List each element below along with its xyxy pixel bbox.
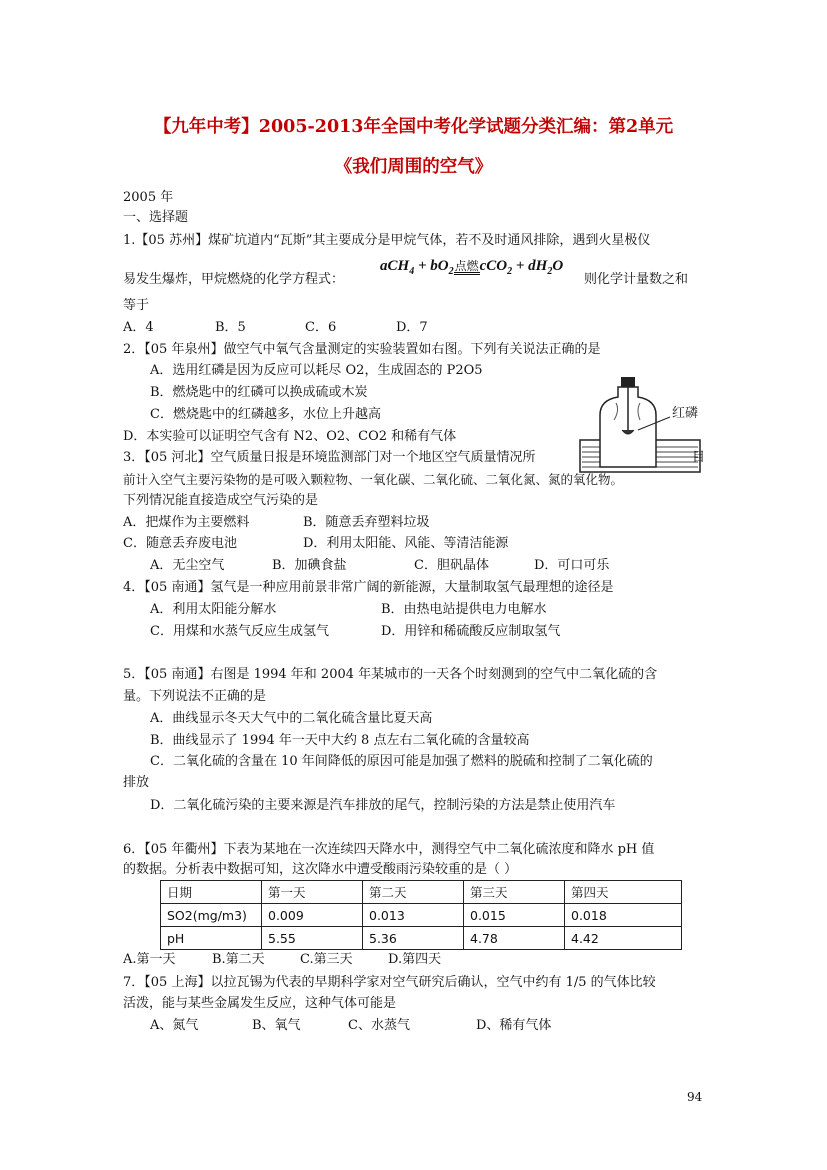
q5-option-c-cont: 排放 — [123, 775, 150, 790]
table-row — [161, 904, 682, 927]
q2-option-a: A．选用红磷是因为反应可以耗尽 O2，生成固态的 P2O5 — [150, 363, 483, 378]
q3-option-a: A．把煤作为主要燃料 — [123, 515, 250, 530]
table-cell: SO2(mg/m3) — [161, 904, 262, 927]
apparatus-figure — [570, 375, 710, 475]
q4-option-d: D．用锌和稀硫酸反应制取氢气 — [381, 624, 561, 639]
q5-line2: 量。下列说法不正确的是 — [123, 689, 267, 704]
table-header-row — [161, 881, 682, 904]
table-cell: 5.36 — [363, 927, 464, 950]
q3-line1: 3．【05 河北】空气质量日报是环境监测部门对一个地区空气质量情况所 — [123, 450, 536, 465]
table-cell: 4.42 — [565, 927, 682, 950]
q7-option-d: D、稀有气体 — [476, 1018, 552, 1033]
q5-line1: 5．【05 南通】右图是 1994 年和 2004 年某城市的一天各个时刻测到的空气中二氧化硫的含 — [123, 667, 658, 682]
q3-extra-option-d: D．可口可乐 — [534, 558, 610, 573]
q1-line2-pre: 易发生爆炸，甲烷燃烧的化学方程式： — [123, 272, 345, 287]
q5-option-b: B．曲线显示了 1994 年一天中大约 8 点左右二氧化硫的含量较高 — [150, 733, 530, 748]
eq-condition: 点燃 — [454, 259, 479, 273]
q6-option-a: A.第一天 — [123, 952, 176, 967]
q5-option-a: A．曲线显示冬天大气中的二氧化硫含量比夏天高 — [150, 711, 433, 726]
q2-stem: 2．【05 年泉州】做空气中氧气含量测定的实验装置如右图。下列有关说法正确的是 — [123, 342, 601, 357]
q7-line1: 7．【05 上海】以拉瓦锡为代表的早期科学家对空气研究后确认，空气中约有 1/5 的气体比较 — [123, 975, 656, 990]
q1-option-c: C．6 — [305, 320, 337, 335]
q2-option-b: B．燃烧匙中的红磷可以换成硫或木炭 — [150, 385, 368, 400]
table-header-cell: 第二天 — [363, 881, 464, 904]
table-cell: 0.009 — [262, 904, 363, 927]
q6-option-c: C.第三天 — [300, 952, 353, 967]
q3-option-c: C．随意丢弃废电池 — [123, 536, 237, 551]
table-cell: 5.55 — [262, 927, 363, 950]
eq-part: + bO — [414, 258, 449, 274]
q3-option-b: B．随意丢弃塑料垃圾 — [303, 515, 430, 530]
q3-extra-option-c: C．胆矾晶体 — [414, 558, 489, 573]
eq-part: O — [552, 258, 564, 274]
q1-line3: 等于 — [123, 298, 150, 313]
data-table — [160, 880, 682, 950]
table-cell: 0.018 — [565, 904, 682, 927]
eq-part: aCH — [380, 258, 410, 274]
q1-option-a: A．4 — [123, 320, 154, 335]
eq-part: + dH — [512, 258, 548, 274]
q5-option-d: D．二氧化硫污染的主要来源是汽车排放的尾气，控制污染的方法是禁止使用汽车 — [150, 798, 616, 813]
q3-extra-option-b: B．加碘食盐 — [272, 558, 347, 573]
table-header-cell: 日期 — [161, 881, 262, 904]
q3-line3: 下列情况能直接造成空气污染的是 — [123, 493, 319, 508]
q4-option-a: A．利用太阳能分解水 — [150, 602, 277, 617]
q7-option-b: B、氧气 — [252, 1018, 301, 1033]
q6-option-d: D.第四天 — [388, 952, 442, 967]
page-subtitle: 《我们周围的空气》 — [334, 157, 493, 177]
q7-line2: 活泼，能与某些金属发生反应，这种气体可能是 — [123, 996, 397, 1011]
apparatus-label: 红磷 — [672, 406, 699, 421]
table-header-cell: 第三天 — [464, 881, 565, 904]
page-title: 【九年中考】2005-2013年全国中考化学试题分类汇编：第2单元 — [153, 117, 674, 137]
table-cell: 4.78 — [464, 927, 565, 950]
q3-extra-option-a: A．无尘空气 — [150, 558, 225, 573]
q4-stem: 4．【05 南通】氢气是一种应用前景非常广阔的新能源，大量制取氢气最理想的途径是 — [123, 580, 614, 595]
eq-sub: 2 — [507, 266, 513, 277]
table-header-cell: 第一天 — [262, 881, 363, 904]
eq-sub: 2 — [448, 266, 454, 277]
eq-part: cCO — [479, 258, 508, 274]
q6-line1: 6．【05 年衢州】下表为某地在一次连续四天降水中，测得空气中二氧化硫浓度和降水 pH 值 — [123, 842, 655, 857]
table-cell: 0.013 — [363, 904, 464, 927]
q2-option-c: C．燃烧匙中的红磷越多，水位上升越高 — [150, 407, 381, 422]
q4-option-c: C．用煤和水蒸气反应生成氢气 — [150, 624, 329, 639]
q3-line1-tail: 目 — [692, 450, 706, 465]
q1-option-b: B．5 — [215, 320, 246, 335]
year-heading: 2005 年 — [123, 190, 174, 205]
q3-option-d: D．利用太阳能、风能、等清洁能源 — [303, 536, 509, 551]
table-cell: pH — [161, 927, 262, 950]
page-number: 94 — [687, 1090, 703, 1104]
table-header-cell: 第四天 — [565, 881, 682, 904]
q1-option-d: D．7 — [396, 320, 428, 335]
q1-line2-post: 则化学计量数之和 — [584, 272, 689, 287]
q6-option-b: B.第二天 — [212, 952, 265, 967]
q1-line1: 1.【05 苏州】煤矿坑道内“瓦斯”其主要成分是甲烷气体，若不及时通风排除，遇到火星极仪 — [123, 233, 651, 248]
q3-line2: 前计入空气主要污染物的是可吸入颗粒物、一氧化碳、二氧化硫、二氧化氮、氮的氧化物。 — [123, 472, 624, 487]
q6-line2: 的数据。分析表中数据可知，这次降水中遭受酸雨污染较重的是（ ） — [123, 862, 518, 877]
q7-option-c: C、水蒸气 — [348, 1018, 410, 1033]
section-heading: 一、选择题 — [123, 210, 189, 225]
eq-sub: 2 — [547, 266, 553, 277]
table-row — [161, 927, 682, 950]
q5-option-c: C．二氧化硫的含量在 10 年间降低的原因可能是加强了燃料的脱硫和控制了二氧化硫的 — [150, 754, 653, 769]
q7-option-a: A、氮气 — [150, 1018, 199, 1033]
q1-equation — [380, 258, 563, 277]
q2-option-d: D．本实验可以证明空气含有 N2、O2、CO2 和稀有气体 — [123, 429, 457, 444]
q4-option-b: B．由热电站提供电力电解水 — [381, 602, 547, 617]
eq-sub: 4 — [409, 266, 415, 277]
table-cell: 0.015 — [464, 904, 565, 927]
